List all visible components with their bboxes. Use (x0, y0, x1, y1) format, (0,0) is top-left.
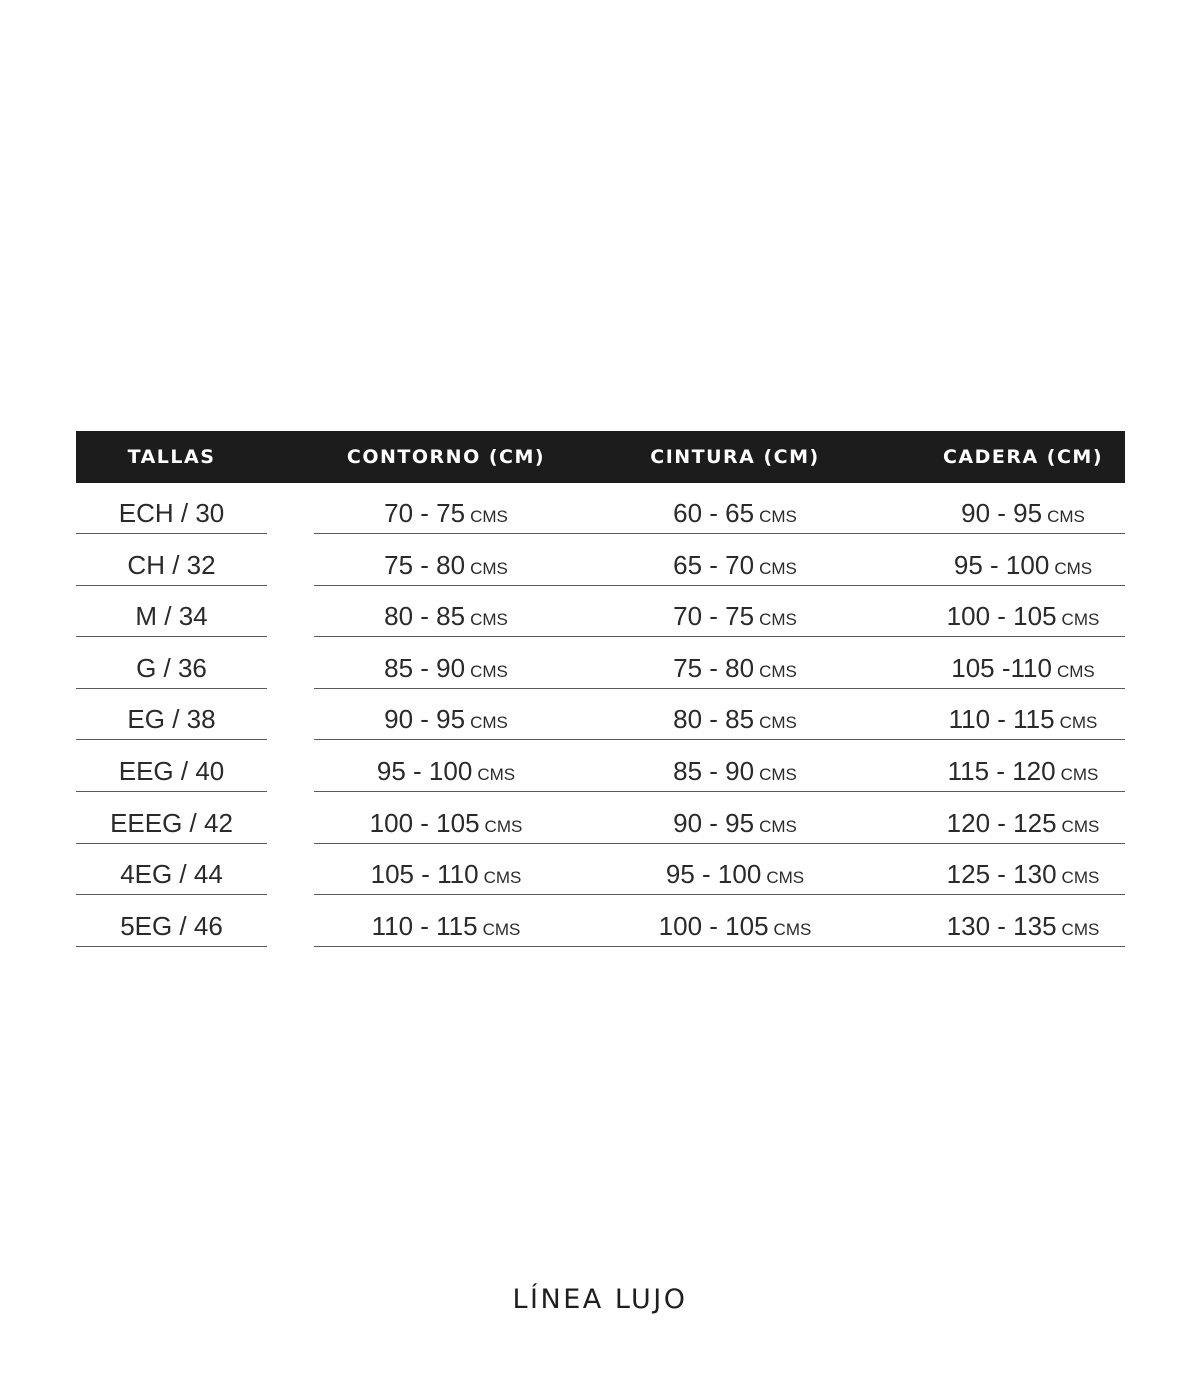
contorno-value-range: 100 - 105 (369, 807, 480, 838)
contorno-value (314, 535, 578, 586)
table-row (76, 741, 1125, 793)
size-label: M / 34 (76, 586, 267, 637)
unit-label: CMS (470, 661, 508, 681)
unit-label: CMS (759, 558, 797, 578)
unit-label: CMS (470, 713, 508, 733)
header-contorno: CONTORNO (CM) (346, 446, 546, 468)
table-row (76, 586, 1125, 638)
unit-label: CMS (1056, 661, 1095, 681)
unit-label: CMS (759, 507, 797, 526)
cintura-value-range: 90 - 95 (673, 807, 755, 838)
contorno-value (314, 741, 578, 792)
unit-label: CMS (759, 610, 797, 630)
contorno-value-range: 80 - 85 (384, 601, 466, 632)
unit-label: CMS (1054, 558, 1093, 578)
cadera-value-range: 125 - 130 (946, 859, 1057, 890)
table-row (76, 793, 1125, 845)
contorno-value (314, 844, 578, 895)
unit-label: CMS (759, 764, 797, 784)
contorno-value-range: 75 - 80 (384, 549, 466, 580)
header-cadera: CADERA (CM) (942, 446, 1104, 468)
cadera-value-range: 110 - 115 (948, 704, 1055, 735)
header-cintura: CINTURA (CM) (650, 446, 820, 468)
cadera-value (891, 741, 1155, 792)
size-label: EG / 38 (76, 689, 267, 740)
cadera-value-range: 105 -110 (951, 652, 1052, 683)
cadera-value-range: 100 - 105 (946, 601, 1057, 632)
cadera-value (891, 844, 1155, 895)
cadera-value-range: 130 - 135 (946, 910, 1057, 941)
cintura-value (603, 793, 867, 844)
cintura-value-range: 85 - 90 (673, 755, 755, 786)
unit-label: CMS (1060, 764, 1099, 784)
contorno-value (314, 483, 578, 534)
unit-label: CMS (1061, 816, 1100, 836)
cadera-value-range: 90 - 95 (961, 498, 1043, 528)
unit-label: CMS (773, 919, 812, 939)
unit-label: CMS (1061, 610, 1100, 630)
cintura-value-range: 70 - 75 (673, 601, 755, 632)
table-body (76, 483, 1125, 947)
table-row (76, 483, 1125, 535)
size-label: G / 36 (76, 638, 267, 689)
table-row (76, 638, 1125, 690)
unit-label: CMS (1061, 868, 1100, 888)
cintura-value (603, 483, 867, 534)
unit-label: CMS (470, 558, 508, 578)
cadera-value (891, 483, 1155, 534)
collection-title: LÍNEA LUJO (512, 1284, 688, 1315)
table-row (76, 535, 1125, 587)
contorno-value-range: 70 - 75 (384, 498, 466, 528)
cintura-value-range: 80 - 85 (673, 704, 755, 735)
unit-label: CMS (470, 610, 508, 630)
cadera-value-range: 115 - 120 (947, 755, 1056, 786)
table-row (76, 844, 1125, 896)
unit-label: CMS (470, 507, 508, 526)
contorno-value-range: 90 - 95 (384, 704, 466, 735)
header-tallas: TALLAS (127, 446, 216, 468)
cintura-value (603, 689, 867, 740)
unit-label: CMS (1061, 919, 1100, 939)
cadera-value (891, 689, 1155, 740)
size-label: CH / 32 (76, 535, 267, 586)
cadera-value (891, 535, 1155, 586)
size-label: EEEG / 42 (76, 793, 267, 844)
contorno-value (314, 638, 578, 689)
unit-label: CMS (482, 919, 521, 939)
cadera-value-range: 120 - 125 (946, 807, 1057, 838)
cintura-value-range: 75 - 80 (673, 652, 755, 683)
cintura-value-range: 60 - 65 (673, 498, 755, 528)
cadera-value-range: 95 - 100 (953, 549, 1050, 580)
cintura-value (603, 741, 867, 792)
size-label: EEG / 40 (76, 741, 267, 792)
cadera-value (891, 638, 1155, 689)
size-chart-table (76, 431, 1125, 947)
cintura-value (603, 896, 867, 947)
cintura-value-range: 95 - 100 (665, 859, 762, 890)
cadera-value (891, 793, 1155, 844)
size-label: ECH / 30 (76, 483, 267, 534)
cintura-value (603, 535, 867, 586)
unit-label: CMS (759, 713, 797, 733)
contorno-value (314, 689, 578, 740)
cintura-value-range: 65 - 70 (673, 549, 755, 580)
cadera-value (891, 896, 1155, 947)
contorno-value-range: 95 - 100 (376, 755, 473, 786)
size-label: 4EG / 44 (76, 844, 267, 895)
contorno-value (314, 793, 578, 844)
cintura-value (603, 844, 867, 895)
table-row (76, 689, 1125, 741)
unit-label: CMS (477, 764, 516, 784)
unit-label: CMS (759, 816, 797, 836)
unit-label: CMS (484, 816, 523, 836)
unit-label: CMS (759, 661, 797, 681)
cintura-value (603, 586, 867, 637)
cintura-value-range: 100 - 105 (658, 910, 769, 941)
unit-label: CMS (766, 868, 805, 888)
size-label: 5EG / 46 (76, 896, 267, 947)
contorno-value-range: 85 - 90 (384, 652, 466, 683)
contorno-value-range: 110 - 115 (371, 910, 478, 941)
unit-label: CMS (1047, 507, 1085, 526)
unit-label: CMS (483, 868, 522, 888)
contorno-value (314, 586, 578, 637)
contorno-value-range: 105 - 110 (370, 859, 479, 890)
unit-label: CMS (1059, 713, 1098, 733)
contorno-value (314, 896, 578, 947)
cadera-value (891, 586, 1155, 637)
cintura-value (603, 638, 867, 689)
table-row (76, 896, 1125, 948)
table-header (76, 431, 1125, 483)
